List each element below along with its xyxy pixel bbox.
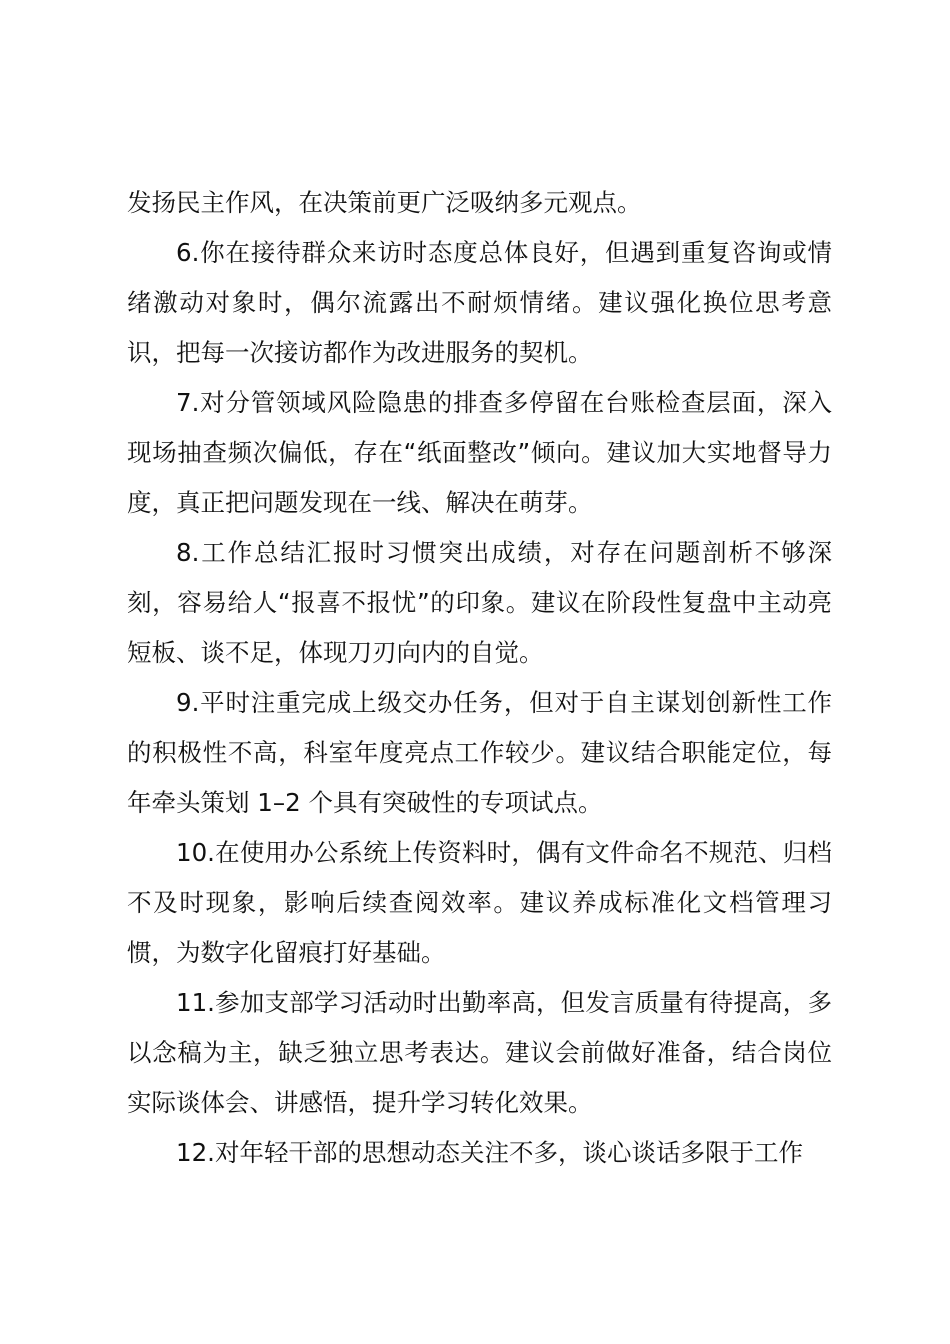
document-page	[127, 178, 832, 1178]
paragraph-item-6: 6.你在接待群众来访时态度总体良好，但遇到重复咨询或情绪激动对象时，偶尔流露出不耐烦情绪。建议强化换位思考意识，把每一次接访都作为改进服务的契机。	[127, 238, 832, 367]
paragraph-item-9: 9.平时注重完成上级交办任务，但对于自主谋划创新性工作的积极性不高，科室年度亮点工作较少。建议结合职能定位，每年牵头策划 1–2 个具有突破性的专项试点。	[127, 688, 832, 817]
paragraph-item-11: 11.参加支部学习活动时出勤率高，但发言质量有待提高，多以念稿为主，缺乏独立思考表达。建议会前做好准备，结合岗位实际谈体会、讲感悟，提升学习转化效果。	[127, 988, 832, 1117]
paragraph-item-7: 7.对分管领域风险隐患的排查多停留在台账检查层面，深入现场抽查频次偏低，存在“纸面整改”倾向。建议加大实地督导力度，真正把问题发现在一线、解决在萌芽。	[127, 388, 832, 517]
paragraph-item-10: 10.在使用办公系统上传资料时，偶有文件命名不规范、归档不及时现象，影响后续查阅效率。建议养成标准化文档管理习惯，为数字化留痕打好基础。	[127, 838, 832, 967]
paragraph-continuation: 发扬民主作风，在决策前更广泛吸纳多元观点。	[127, 188, 642, 217]
paragraph-item-12: 12.对年轻干部的思想动态关注不多，谈心谈话多限于工作	[176, 1138, 803, 1167]
paragraph-item-8: 8.工作总结汇报时习惯突出成绩，对存在问题剖析不够深刻，容易给人“报喜不报忧”的印象。建议在阶段性复盘中主动亮短板、谈不足，体现刀刃向内的自觉。	[127, 538, 832, 667]
